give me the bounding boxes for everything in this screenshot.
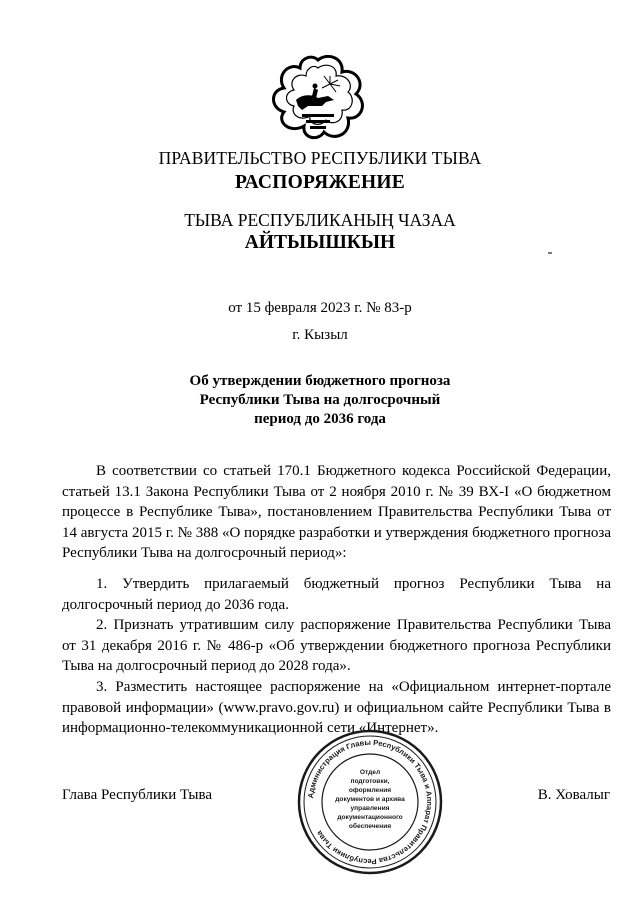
order-item: 2. Признать утратившим силу распоряжение Правительства Республики Тыва от 31 декабря 2016 г. № 486-р «Об утверждении бюджетного прогноза Республики Тыва на долгосрочный период до 2028 года». xyxy=(62,617,611,675)
subject-line: Об утверждении бюджетного прогноза xyxy=(189,373,451,389)
seal-ring-text: Администрация Главы Республики Тыва и Аппарат Правительства Республики Тыва xyxy=(306,737,435,867)
signatory-position: Глава Республики Тыва xyxy=(62,787,213,803)
subject-line: Республики Тыва на долгосрочный xyxy=(199,392,441,408)
preamble-paragraph: В соответствии со статьей 170.1 Бюджетного кодекса Российской Федерации, статьей 13.1 Закона Республики Тыва от 2 ноября 2010 г. № 39 ВХ-I «О бюджетном процессе в Республике Тыва», постановлением Правительства Республики Тыва от 14 августа 2015 г. № 388 «О порядке разработки и утверждения бюджетного прогноза Республики Тыва на долгосрочный период»: xyxy=(62,463,612,562)
document-type-ru: РАСПОРЯЖЕНИЕ xyxy=(235,172,405,193)
signatory-name: В. Ховалыг xyxy=(537,787,610,803)
seal-center-line: обеспечения xyxy=(348,823,392,830)
seal-center-line: управления xyxy=(350,805,390,812)
subject-line: период до 2036 года xyxy=(254,411,386,427)
seal-center-line: Отдел xyxy=(359,769,381,776)
seal-center-line: оформления xyxy=(348,787,392,794)
document-type-tv: АЙТЫЫШКЫН xyxy=(244,232,396,253)
preamble xyxy=(62,461,611,564)
document-subject xyxy=(0,372,640,429)
tuva-coat-of-arms-icon xyxy=(268,54,368,142)
government-title-tv: ТЫВА РЕСПУБЛИКАНЫҢ ЧАЗАА xyxy=(184,210,456,230)
seal-center-line: документационного xyxy=(337,814,403,821)
seal-center-line: подготовки, xyxy=(350,778,390,785)
document-city: г. Кызыл xyxy=(292,327,348,343)
seal-center-line: документов и архива xyxy=(335,796,405,803)
order-item: 1. Утвердить прилагаемый бюджетный прогноз Республики Тыва на долгосрочный период до 2036 года. xyxy=(62,576,611,613)
scan-speck xyxy=(548,252,552,254)
order-item: 3. Разместить настоящее распоряжение на «Официальном интернет-портале правовой информации» (www.pravo.gov.ru) и официальном сайте Республики Тыва в информационно-телекоммуникационной сети «Интернет». xyxy=(62,678,611,737)
order-items xyxy=(62,574,611,739)
government-title-ru: ПРАВИТЕЛЬСТВО РЕСПУБЛИКИ ТЫВА xyxy=(158,148,482,168)
official-seal-icon xyxy=(296,728,444,876)
document-date-number: от 15 февраля 2023 г. № 83-р xyxy=(228,300,412,316)
